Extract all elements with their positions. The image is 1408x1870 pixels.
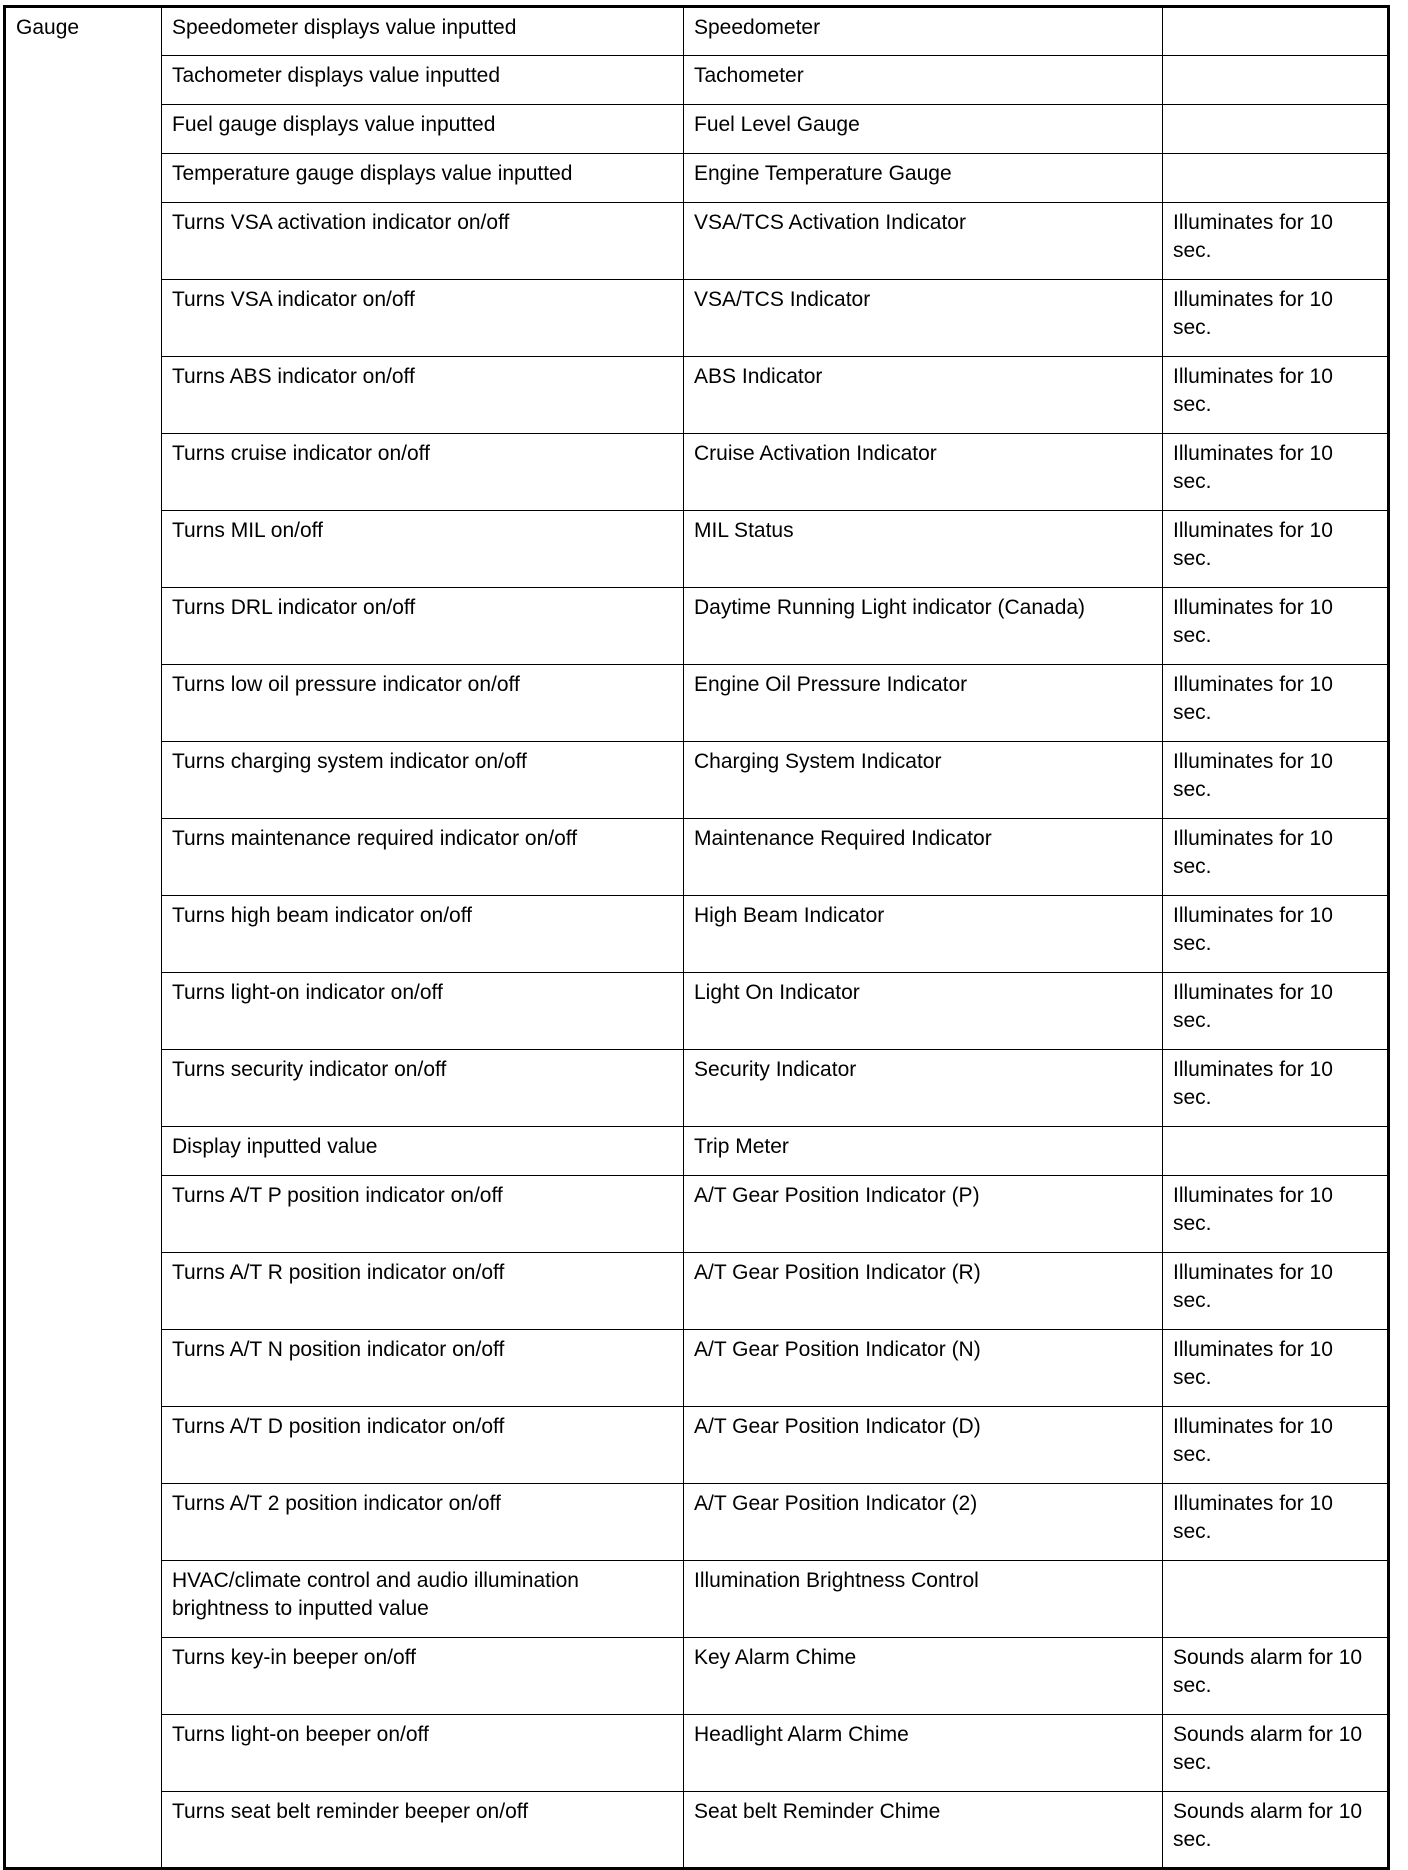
table-row bbox=[5, 105, 1389, 154]
table-row bbox=[5, 1253, 1389, 1330]
function-cell: Turns MIL on/off bbox=[162, 511, 684, 588]
item-cell: Charging System Indicator bbox=[684, 742, 1163, 819]
table-row bbox=[5, 357, 1389, 434]
table-row bbox=[5, 665, 1389, 742]
item-cell: Tachometer bbox=[684, 56, 1163, 105]
function-cell: Display inputted value bbox=[162, 1127, 684, 1176]
function-cell: Turns cruise indicator on/off bbox=[162, 434, 684, 511]
function-cell: Turns maintenance required indicator on/off bbox=[162, 819, 684, 896]
note-cell: Illuminates for 10 sec. bbox=[1163, 1176, 1389, 1253]
function-cell: Temperature gauge displays value inputted bbox=[162, 154, 684, 203]
function-cell: HVAC/climate control and audio illumination brightness to inputted value bbox=[162, 1561, 684, 1638]
function-cell: Turns A/T 2 position indicator on/off bbox=[162, 1484, 684, 1561]
function-cell: Turns A/T D position indicator on/off bbox=[162, 1407, 684, 1484]
table-row bbox=[5, 1638, 1389, 1715]
item-cell: A/T Gear Position Indicator (R) bbox=[684, 1253, 1163, 1330]
note-cell: Illuminates for 10 sec. bbox=[1163, 1253, 1389, 1330]
function-cell: Turns low oil pressure indicator on/off bbox=[162, 665, 684, 742]
item-cell: A/T Gear Position Indicator (P) bbox=[684, 1176, 1163, 1253]
note-cell bbox=[1163, 56, 1389, 105]
item-cell: Illumination Brightness Control bbox=[684, 1561, 1163, 1638]
table-row bbox=[5, 896, 1389, 973]
note-cell: Illuminates for 10 sec. bbox=[1163, 665, 1389, 742]
function-cell: Turns A/T N position indicator on/off bbox=[162, 1330, 684, 1407]
item-cell: Security Indicator bbox=[684, 1050, 1163, 1127]
function-cell: Turns security indicator on/off bbox=[162, 1050, 684, 1127]
table-row bbox=[5, 1127, 1389, 1176]
item-cell: Cruise Activation Indicator bbox=[684, 434, 1163, 511]
table-row bbox=[5, 1050, 1389, 1127]
item-cell: MIL Status bbox=[684, 511, 1163, 588]
function-cell: Turns A/T R position indicator on/off bbox=[162, 1253, 684, 1330]
note-cell: Illuminates for 10 sec. bbox=[1163, 511, 1389, 588]
note-cell: Illuminates for 10 sec. bbox=[1163, 203, 1389, 280]
item-cell: A/T Gear Position Indicator (N) bbox=[684, 1330, 1163, 1407]
note-cell: Illuminates for 10 sec. bbox=[1163, 588, 1389, 665]
note-cell: Illuminates for 10 sec. bbox=[1163, 1484, 1389, 1561]
item-cell: Fuel Level Gauge bbox=[684, 105, 1163, 154]
table-row bbox=[5, 819, 1389, 896]
table-row bbox=[5, 588, 1389, 665]
table-body bbox=[5, 7, 1389, 1869]
item-cell: Maintenance Required Indicator bbox=[684, 819, 1163, 896]
item-cell: VSA/TCS Indicator bbox=[684, 280, 1163, 357]
item-cell: ABS Indicator bbox=[684, 357, 1163, 434]
function-cell: Turns light-on beeper on/off bbox=[162, 1715, 684, 1792]
note-cell bbox=[1163, 1127, 1389, 1176]
function-cell: Fuel gauge displays value inputted bbox=[162, 105, 684, 154]
table-row bbox=[5, 280, 1389, 357]
table-row bbox=[5, 1176, 1389, 1253]
note-cell: Illuminates for 10 sec. bbox=[1163, 742, 1389, 819]
gauge-test-table bbox=[3, 5, 1390, 1870]
item-cell: High Beam Indicator bbox=[684, 896, 1163, 973]
note-cell bbox=[1163, 154, 1389, 203]
table-row bbox=[5, 1330, 1389, 1407]
table-row bbox=[5, 434, 1389, 511]
note-cell: Illuminates for 10 sec. bbox=[1163, 1330, 1389, 1407]
item-cell: Trip Meter bbox=[684, 1127, 1163, 1176]
function-cell: Turns ABS indicator on/off bbox=[162, 357, 684, 434]
note-cell bbox=[1163, 1561, 1389, 1638]
note-cell: Sounds alarm for 10 sec. bbox=[1163, 1638, 1389, 1715]
note-cell bbox=[1163, 7, 1389, 56]
item-cell: Headlight Alarm Chime bbox=[684, 1715, 1163, 1792]
table-row bbox=[5, 742, 1389, 819]
item-cell: Engine Temperature Gauge bbox=[684, 154, 1163, 203]
table-row bbox=[5, 56, 1389, 105]
item-cell: Engine Oil Pressure Indicator bbox=[684, 665, 1163, 742]
item-cell: Seat belt Reminder Chime bbox=[684, 1792, 1163, 1869]
table-row bbox=[5, 1561, 1389, 1638]
note-cell: Illuminates for 10 sec. bbox=[1163, 434, 1389, 511]
table-row bbox=[5, 511, 1389, 588]
item-cell: Speedometer bbox=[684, 7, 1163, 56]
function-cell: Speedometer displays value inputted bbox=[162, 7, 684, 56]
note-cell: Illuminates for 10 sec. bbox=[1163, 357, 1389, 434]
table-row bbox=[5, 154, 1389, 203]
table-row bbox=[5, 1484, 1389, 1561]
table-row bbox=[5, 1792, 1389, 1869]
function-cell: Turns light-on indicator on/off bbox=[162, 973, 684, 1050]
note-cell: Illuminates for 10 sec. bbox=[1163, 280, 1389, 357]
table-row bbox=[5, 7, 1389, 56]
function-cell: Tachometer displays value inputted bbox=[162, 56, 684, 105]
item-cell: Key Alarm Chime bbox=[684, 1638, 1163, 1715]
item-cell: A/T Gear Position Indicator (2) bbox=[684, 1484, 1163, 1561]
item-cell: A/T Gear Position Indicator (D) bbox=[684, 1407, 1163, 1484]
function-cell: Turns VSA indicator on/off bbox=[162, 280, 684, 357]
function-cell: Turns VSA activation indicator on/off bbox=[162, 203, 684, 280]
item-cell: Daytime Running Light indicator (Canada) bbox=[684, 588, 1163, 665]
item-cell: Light On Indicator bbox=[684, 973, 1163, 1050]
function-cell: Turns A/T P position indicator on/off bbox=[162, 1176, 684, 1253]
note-cell: Illuminates for 10 sec. bbox=[1163, 819, 1389, 896]
item-cell: VSA/TCS Activation Indicator bbox=[684, 203, 1163, 280]
function-cell: Turns charging system indicator on/off bbox=[162, 742, 684, 819]
note-cell bbox=[1163, 105, 1389, 154]
table-row bbox=[5, 1407, 1389, 1484]
note-cell: Illuminates for 10 sec. bbox=[1163, 973, 1389, 1050]
function-cell: Turns key-in beeper on/off bbox=[162, 1638, 684, 1715]
note-cell: Illuminates for 10 sec. bbox=[1163, 1050, 1389, 1127]
function-cell: Turns DRL indicator on/off bbox=[162, 588, 684, 665]
note-cell: Illuminates for 10 sec. bbox=[1163, 896, 1389, 973]
function-cell: Turns high beam indicator on/off bbox=[162, 896, 684, 973]
function-cell: Turns seat belt reminder beeper on/off bbox=[162, 1792, 684, 1869]
table-row bbox=[5, 203, 1389, 280]
table-row bbox=[5, 1715, 1389, 1792]
table-row bbox=[5, 973, 1389, 1050]
category-cell: Gauge bbox=[5, 7, 162, 1869]
note-cell: Illuminates for 10 sec. bbox=[1163, 1407, 1389, 1484]
note-cell: Sounds alarm for 10 sec. bbox=[1163, 1792, 1389, 1869]
note-cell: Sounds alarm for 10 sec. bbox=[1163, 1715, 1389, 1792]
